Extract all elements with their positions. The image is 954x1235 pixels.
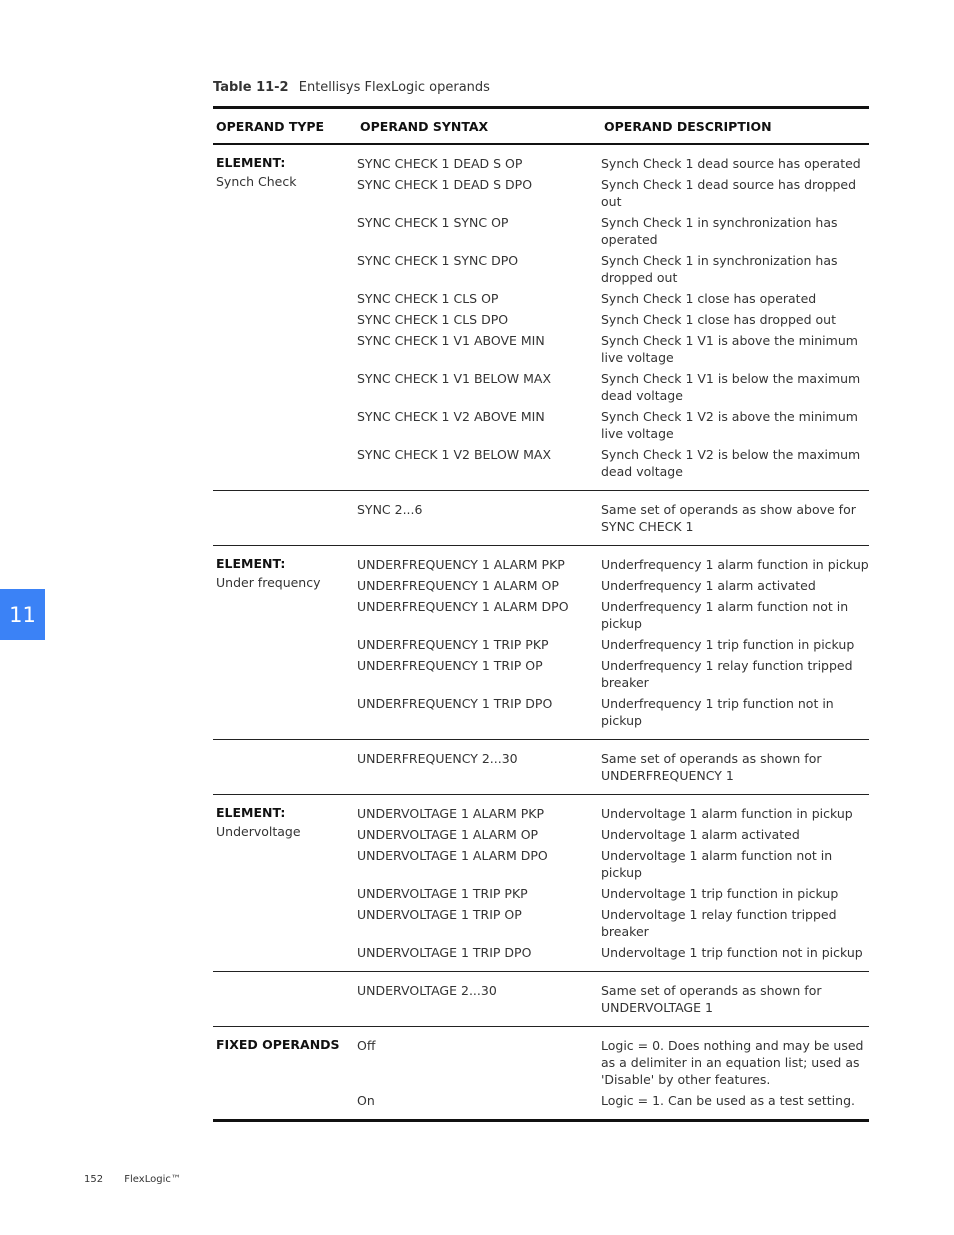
operand-description: Undervoltage 1 alarm function in pickup	[601, 806, 853, 821]
operand-group	[213, 145, 869, 491]
operand-description: Synch Check 1 V1 is below the maximum dead voltage	[601, 371, 861, 403]
operand-syntax: SYNC CHECK 1 V2 BELOW MAX	[357, 447, 552, 462]
operand-type: ELEMENT:	[216, 155, 286, 170]
operand-syntax: UNDERFREQUENCY 2...30	[357, 751, 518, 766]
operand-subtype: Under frequency	[216, 575, 321, 590]
operand-description: Undervoltage 1 alarm function not in pickup	[601, 848, 833, 880]
operand-description: Underfrequency 1 alarm function in pickup	[601, 557, 869, 572]
operand-syntax: UNDERVOLTAGE 1 ALARM PKP	[357, 806, 544, 821]
operand-type-cell	[213, 803, 357, 963]
operand-description: Undervoltage 1 trip function in pickup	[601, 886, 839, 901]
operand-subtype: Undervoltage	[216, 824, 301, 839]
operand-syntax: SYNC CHECK 1 V1 BELOW MAX	[357, 371, 552, 386]
operand-description: Synch Check 1 in synchronization has operated	[601, 215, 838, 247]
operand-group	[213, 1027, 869, 1119]
operand-syntax: UNDERVOLTAGE 1 TRIP PKP	[357, 886, 528, 901]
operand-description: Synch Check 1 V1 is above the minimum live voltage	[601, 333, 858, 365]
header-operand-type: OPERAND TYPE	[216, 118, 325, 134]
operand-syntax: SYNC CHECK 1 DEAD S DPO	[357, 177, 533, 192]
operand-description: Undervoltage 1 alarm activated	[601, 827, 800, 842]
operand-syntax: UNDERVOLTAGE 1 TRIP OP	[357, 907, 522, 922]
table-caption	[213, 80, 490, 95]
operand-type-cell	[213, 554, 357, 731]
operand-description: Synch Check 1 dead source has dropped out	[601, 177, 857, 209]
operand-description: Same set of operands as shown for UNDERVOLTAGE 1	[601, 983, 822, 1015]
operand-syntax: UNDERFREQUENCY 1 TRIP DPO	[357, 696, 553, 711]
table-body	[213, 145, 869, 1119]
operand-syntax: UNDERVOLTAGE 1 ALARM OP	[357, 827, 539, 842]
operand-syntax: SYNC CHECK 1 V2 ABOVE MIN	[357, 409, 545, 424]
header-operand-syntax: OPERAND SYNTAX	[360, 118, 489, 134]
operand-description: Undervoltage 1 trip function not in pickup	[601, 945, 863, 960]
operand-syntax: UNDERFREQUENCY 1 ALARM DPO	[357, 599, 569, 614]
operand-type-cell	[213, 1035, 357, 1111]
operand-syntax: SYNC CHECK 1 SYNC OP	[357, 215, 509, 230]
operand-type: ELEMENT:	[216, 805, 286, 820]
table-header	[213, 109, 869, 145]
operand-syntax: UNDERVOLTAGE 2...30	[357, 983, 497, 998]
operand-type-cell	[213, 748, 357, 786]
operand-type: FIXED OPERANDS	[216, 1037, 340, 1052]
operand-description: Logic = 0. Does nothing and may be used as a delimiter in an equation list; used as 'Disable' by other features.	[601, 1038, 864, 1087]
operand-description: Logic = 1. Can be used as a test setting.	[601, 1093, 855, 1108]
operand-description: Synch Check 1 V2 is below the maximum dead voltage	[601, 447, 861, 479]
operand-syntax: SYNC 2...6	[357, 502, 423, 517]
page-number: 152	[84, 1174, 104, 1185]
operand-syntax: UNDERFREQUENCY 1 ALARM OP	[357, 578, 559, 593]
operand-type: ELEMENT:	[216, 556, 286, 571]
operand-syntax: UNDERFREQUENCY 1 ALARM PKP	[357, 557, 565, 572]
operand-syntax: Off	[357, 1038, 376, 1053]
footer-title: FlexLogic™	[124, 1174, 181, 1185]
operand-syntax: UNDERVOLTAGE 1 TRIP DPO	[357, 945, 532, 960]
operand-syntax: SYNC CHECK 1 DEAD S OP	[357, 156, 523, 171]
operand-description: Synch Check 1 V2 is above the minimum live voltage	[601, 409, 858, 441]
operand-group	[213, 546, 869, 740]
operand-description: Underfrequency 1 relay function tripped breaker	[601, 658, 853, 690]
operands-table	[213, 106, 869, 1122]
operand-type-cell	[213, 980, 357, 1018]
operand-syntax: SYNC CHECK 1 CLS OP	[357, 291, 499, 306]
operand-description: Synch Check 1 close has operated	[601, 291, 817, 306]
operand-subtype: Synch Check	[216, 174, 297, 189]
operand-description: Synch Check 1 in synchronization has dropped out	[601, 253, 838, 285]
operand-syntax: UNDERFREQUENCY 1 TRIP PKP	[357, 637, 549, 652]
operand-description: Underfrequency 1 trip function not in pickup	[601, 696, 834, 728]
page-footer	[84, 1174, 181, 1185]
operand-description: Synch Check 1 dead source has operated	[601, 156, 861, 171]
table-title: Entellisys FlexLogic operands	[298, 80, 490, 95]
operand-group	[213, 491, 869, 546]
operand-type-cell	[213, 499, 357, 537]
operand-description: Same set of operands as show above for SYNC CHECK 1	[601, 502, 856, 534]
operand-group	[213, 795, 869, 972]
operand-type-cell	[213, 153, 357, 482]
operand-description: Synch Check 1 close has dropped out	[601, 312, 836, 327]
operand-group	[213, 740, 869, 795]
table-number: Table 11-2	[213, 80, 289, 95]
header-operand-description: OPERAND DESCRIPTION	[604, 118, 772, 134]
chapter-tab	[0, 589, 45, 640]
operand-description: Undervoltage 1 relay function tripped breaker	[601, 907, 837, 939]
operand-syntax: UNDERVOLTAGE 1 ALARM DPO	[357, 848, 548, 863]
chapter-number: 11	[9, 602, 36, 627]
operand-description: Underfrequency 1 trip function in pickup	[601, 637, 855, 652]
operand-group	[213, 972, 869, 1027]
operand-syntax: UNDERFREQUENCY 1 TRIP OP	[357, 658, 543, 673]
operand-syntax: On	[357, 1093, 375, 1108]
operand-description: Underfrequency 1 alarm activated	[601, 578, 816, 593]
operand-description: Underfrequency 1 alarm function not in pickup	[601, 599, 849, 631]
operand-syntax: SYNC CHECK 1 CLS DPO	[357, 312, 509, 327]
operand-syntax: SYNC CHECK 1 SYNC DPO	[357, 253, 519, 268]
operand-description: Same set of operands as shown for UNDERFREQUENCY 1	[601, 751, 822, 783]
operand-syntax: SYNC CHECK 1 V1 ABOVE MIN	[357, 333, 545, 348]
